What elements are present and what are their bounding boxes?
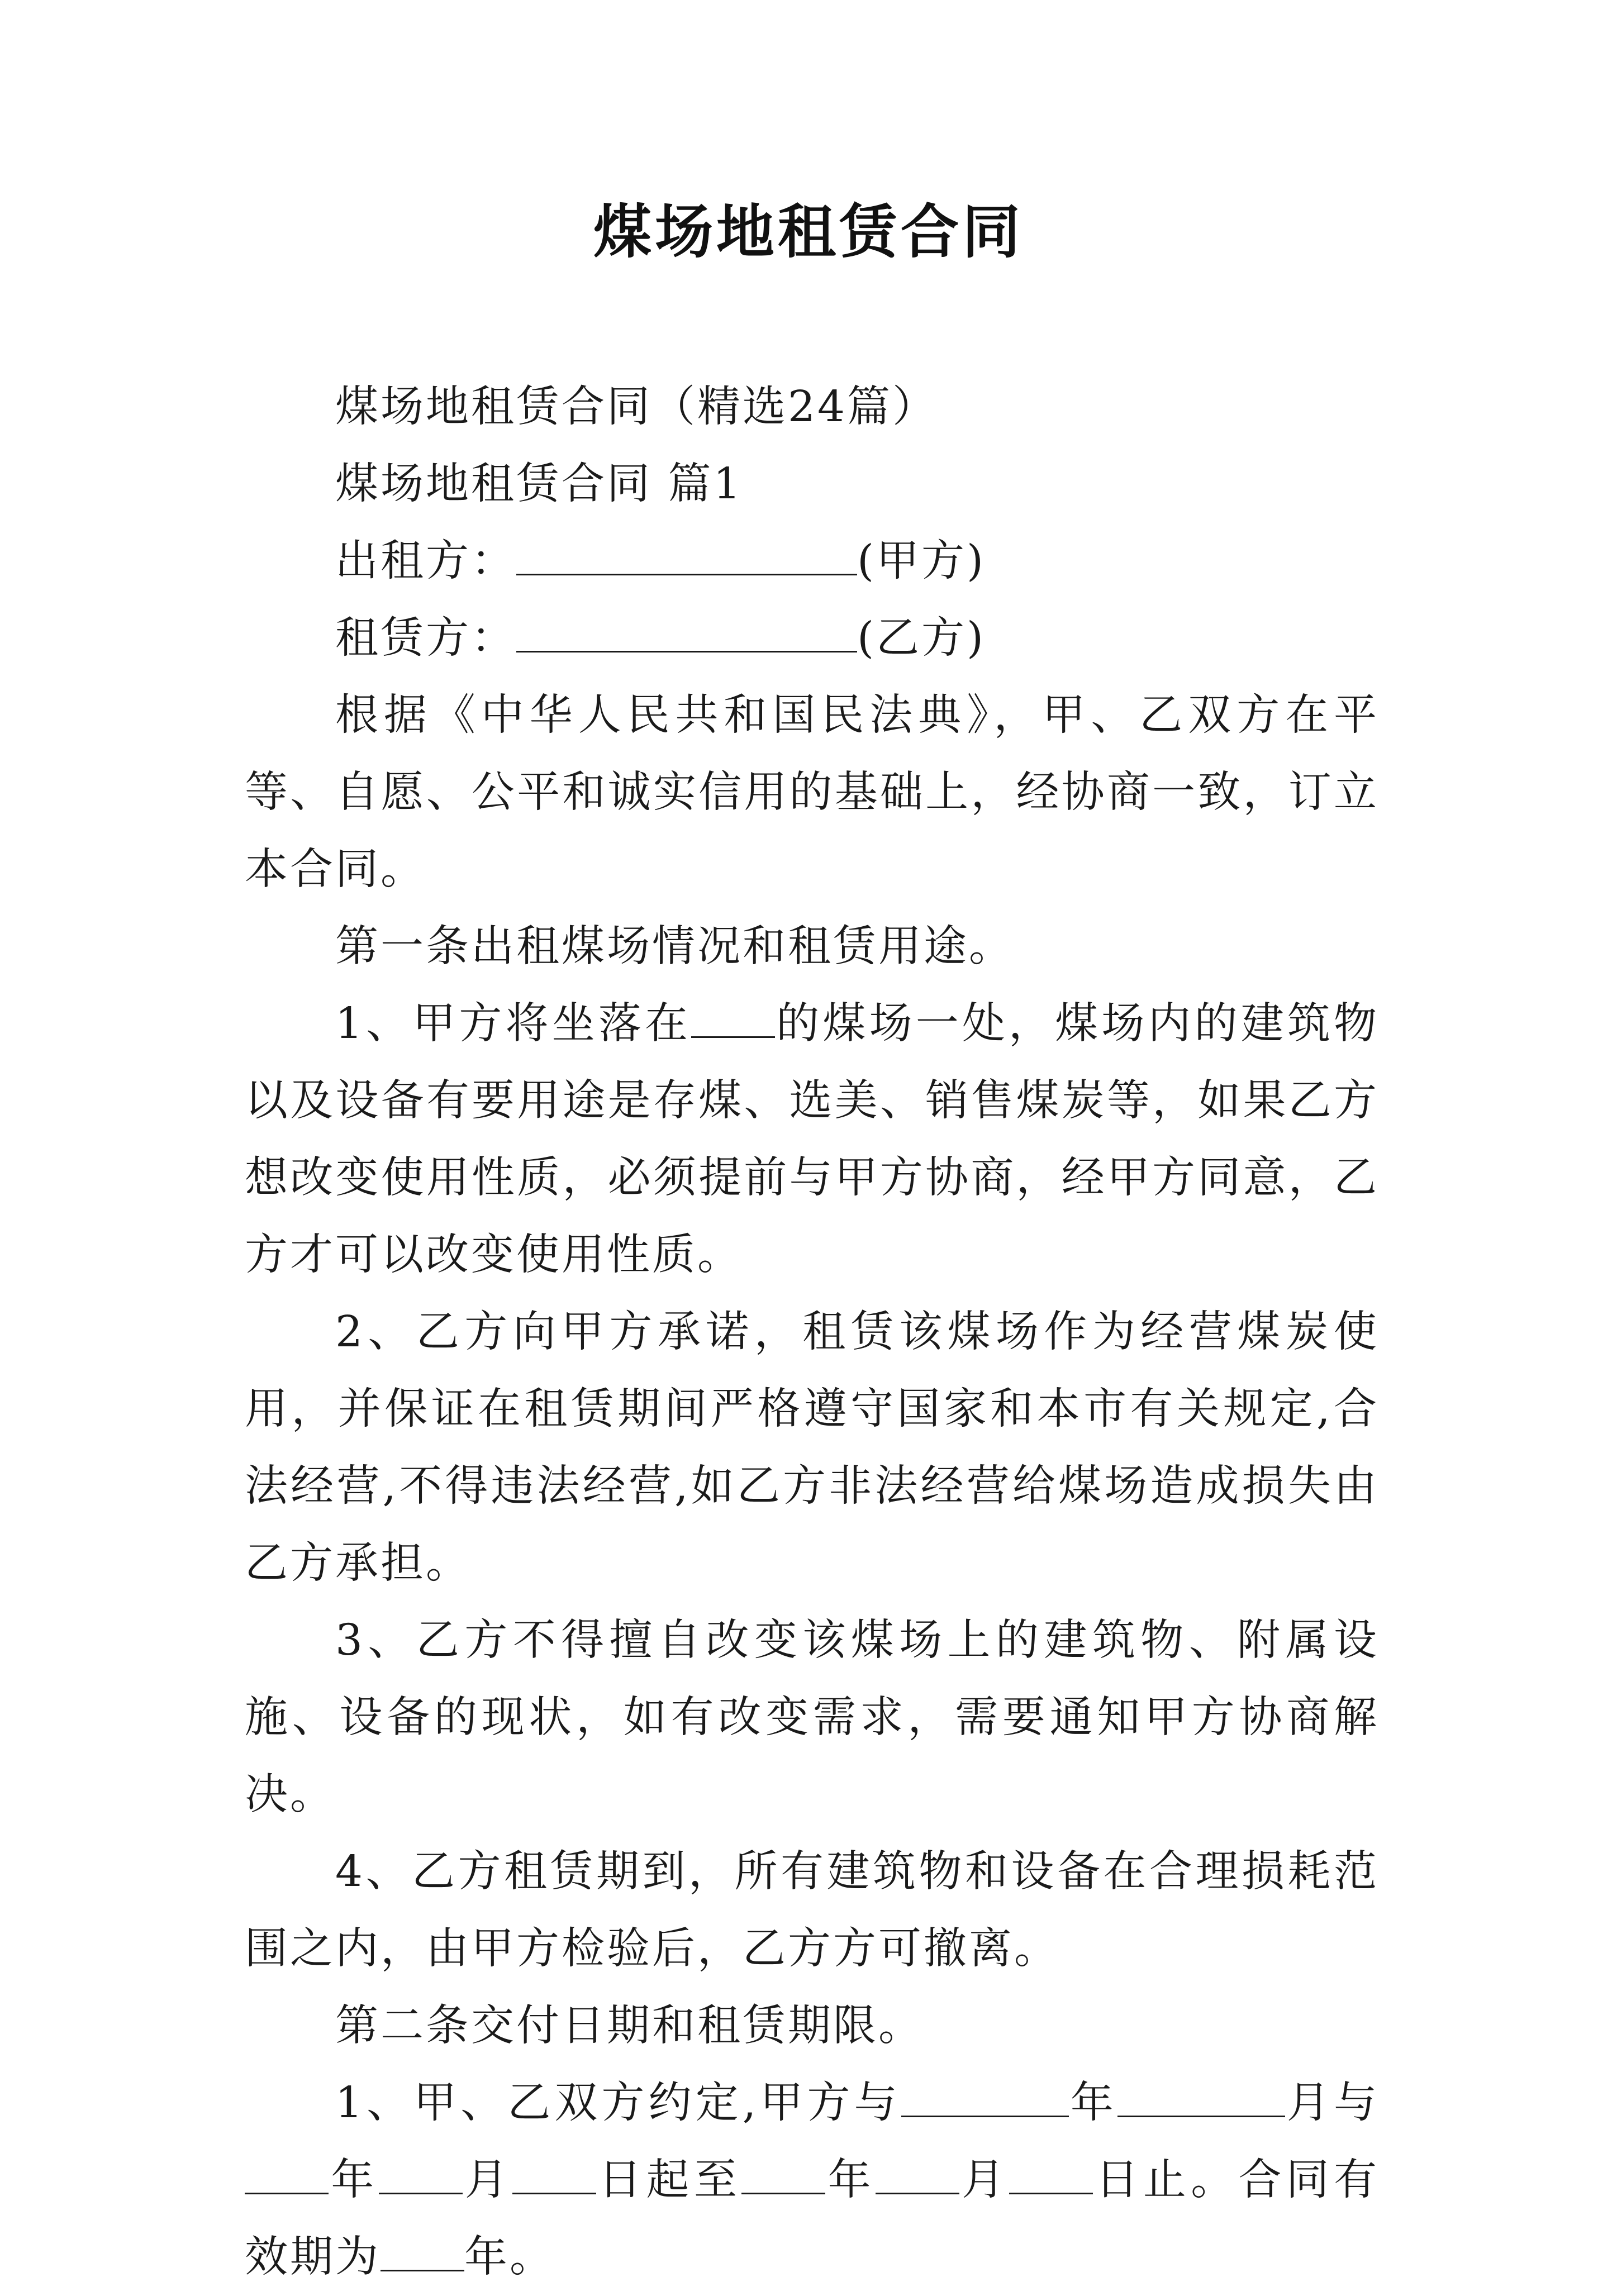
clause-text: 年。 [464, 2232, 555, 2282]
lessor-blank [516, 535, 857, 575]
clause-text: 月与 [1285, 2078, 1380, 2128]
clause-text: 月 [959, 2155, 1010, 2205]
lessee-label: 租赁方： [335, 613, 516, 663]
lessee-line [245, 600, 1379, 677]
blank [876, 2154, 959, 2194]
clause-text: 1、甲方将坐落在 [335, 999, 692, 1049]
blank [379, 2154, 463, 2194]
article-2-heading: 第二条交付日期和租赁期限。 [335, 2001, 924, 2051]
clause-text: 日起至 [596, 2155, 742, 2205]
blank [512, 2154, 596, 2194]
lessor-suffix: (甲方) [857, 536, 986, 586]
clause-text: 年 [1068, 2078, 1117, 2128]
clause-text: 月 [462, 2155, 513, 2205]
blank [1009, 2154, 1093, 2194]
blank [245, 2154, 329, 2194]
clause-text: 的煤场一处，煤场内的建筑物以及设备有要用途是存煤、选美、销售煤炭等，如果乙方想改变使用性质，必须提前与甲方协商，经甲方同意，乙方才可以改变使用性质。 [245, 999, 1379, 1280]
clause-text: 1、甲、乙双方约定,甲方与 [335, 2078, 901, 2128]
blank [1117, 2076, 1285, 2117]
document-title: 煤场地租赁合同 [593, 197, 1024, 266]
clause-text: 日止。合同有效期为 [245, 2155, 1380, 2282]
location-blank [691, 997, 775, 1038]
lessor-label: 出租方： [335, 536, 516, 586]
blank [741, 2154, 825, 2194]
article-1-clause-2: 2、乙方向甲方承诺，租赁该煤场作为经营煤炭使用，并保证在租赁期间严格遵守国家和本市有关规定,合法经营,不得违法经营,如乙方非法经营给煤场造成损失由乙方承担。 [245, 1307, 1379, 1588]
blank [901, 2076, 1069, 2117]
article-1-clause-1 [245, 985, 1379, 1294]
article-1-clause-3: 3、乙方不得擅自改变该煤场上的建筑物、附属设施、设备的现状，如有改变需求，需要通知甲方协商解决。 [245, 1616, 1379, 1819]
document-body [245, 369, 1379, 2296]
lessee-suffix: (乙方) [857, 613, 986, 663]
intro-paragraph: 根据《中华人民共和国民法典》，甲、乙双方在平等、自愿、公平和诚实信用的基础上，经协商一致，订立本合同。 [245, 690, 1379, 894]
article-2-clause-1 [245, 2065, 1379, 2296]
clause-text: 年 [825, 2155, 876, 2205]
lessee-blank [516, 612, 857, 652]
clause-text: 年 [329, 2155, 379, 2205]
blank [381, 2231, 464, 2271]
article-1-heading: 第一条出租煤场情况和租赁用途。 [335, 922, 1014, 971]
lessor-line [245, 523, 1379, 600]
subtitle: 煤场地租赁合同（精选24篇） [335, 382, 938, 432]
section-heading: 煤场地租赁合同 篇1 [335, 459, 743, 509]
article-1-clause-4: 4、乙方租赁期到，所有建筑物和设备在合理损耗范围之内，由甲方检验后，乙方方可撤离。 [245, 1847, 1379, 1974]
